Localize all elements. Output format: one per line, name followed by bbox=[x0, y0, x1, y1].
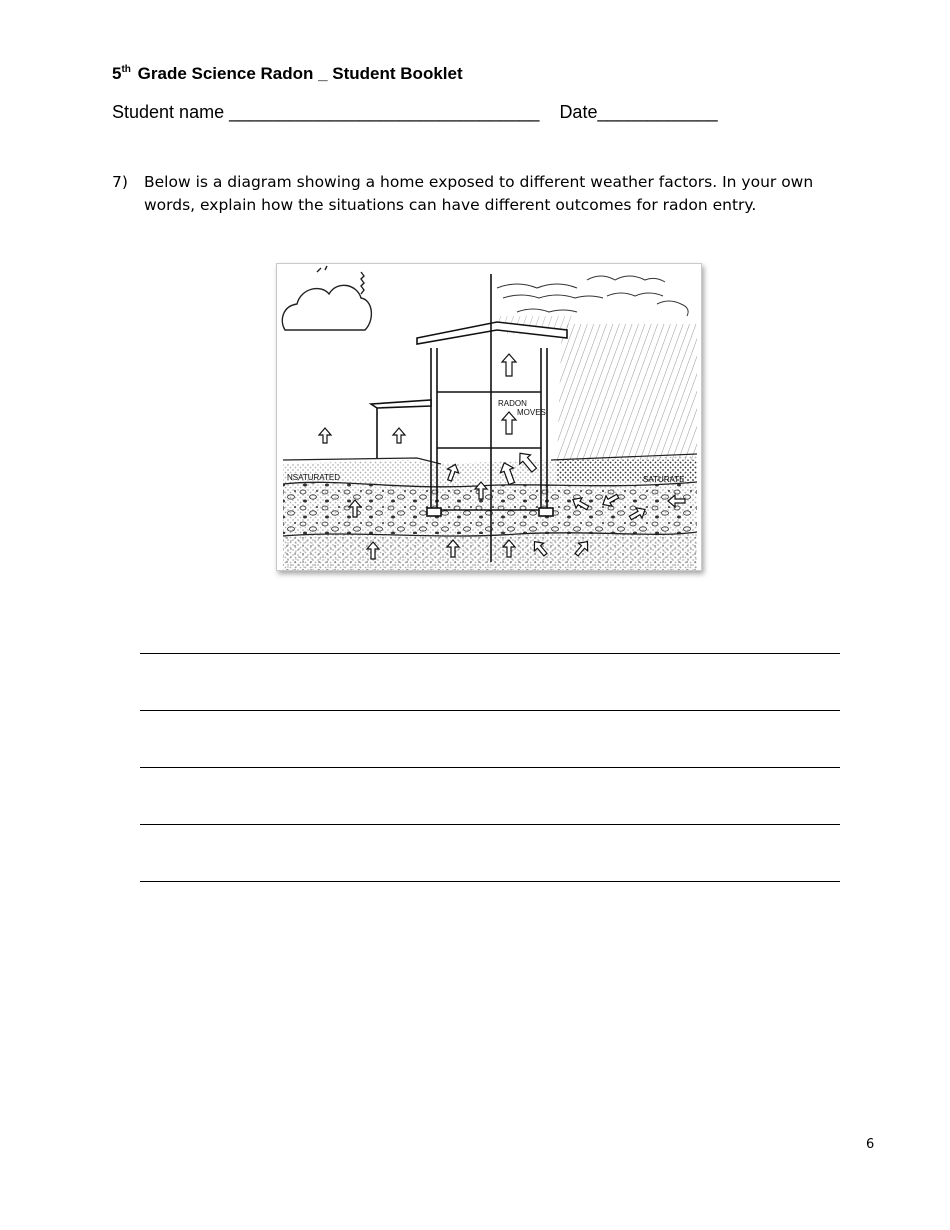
date-label: Date bbox=[559, 102, 598, 122]
student-name-blank[interactable]: _______________________________ bbox=[224, 102, 540, 122]
grade-suffix: th bbox=[121, 64, 131, 75]
rain-area bbox=[557, 324, 697, 460]
question-text: Below is a diagram showing a home exposed to different weather factors. In your own words, explain how the situations can have different outcomes for radon entry. bbox=[144, 173, 814, 214]
date-blank[interactable]: ____________ bbox=[597, 102, 718, 122]
answer-line[interactable] bbox=[140, 653, 840, 654]
answer-line[interactable] bbox=[140, 881, 840, 882]
name-date-fields bbox=[112, 102, 718, 123]
student-name-label: Student name bbox=[112, 102, 225, 122]
page-number: 6 bbox=[866, 1137, 875, 1152]
storm-clouds bbox=[497, 276, 688, 316]
saturated-label: SATURATE bbox=[643, 475, 685, 484]
answer-line[interactable] bbox=[140, 767, 840, 768]
grade-number: 5 bbox=[112, 64, 122, 83]
radon-weather-diagram bbox=[276, 263, 702, 571]
cloud-left bbox=[282, 266, 371, 330]
answer-line[interactable] bbox=[140, 710, 840, 711]
answer-line[interactable] bbox=[140, 824, 840, 825]
title-text: Grade Science Radon _ Student Booklet bbox=[137, 64, 463, 83]
question-number: 7) bbox=[112, 173, 128, 191]
booklet-title bbox=[112, 64, 463, 84]
radon-label-line2: MOVES bbox=[517, 408, 546, 417]
radon-label-line1: RADON bbox=[498, 399, 527, 408]
unsaturated-label: NSATURATED bbox=[287, 473, 341, 482]
